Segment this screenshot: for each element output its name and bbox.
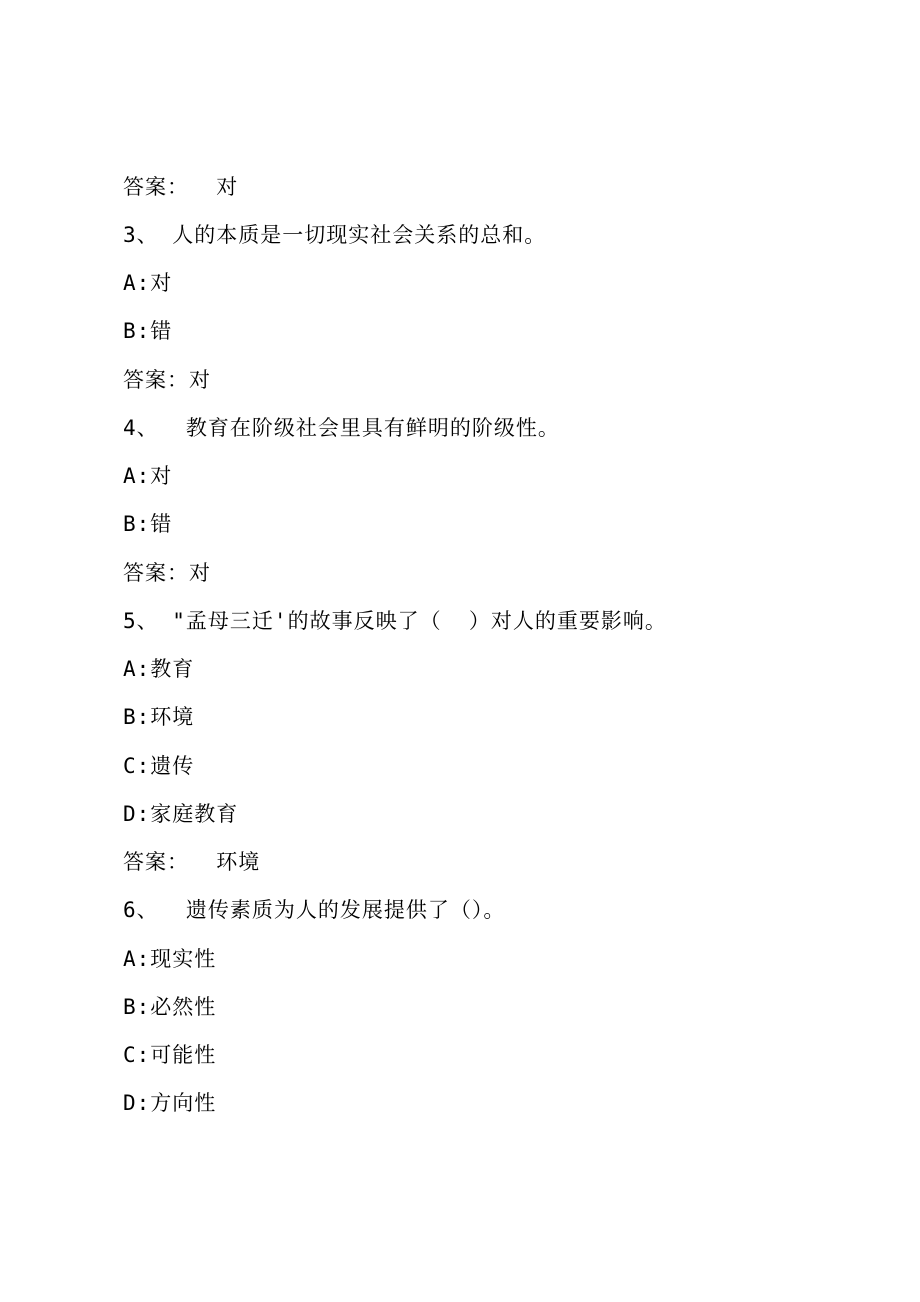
option-line: C:遗传 [123, 754, 195, 778]
option-line: A:现实性 [123, 947, 217, 971]
option-line: A:教育 [123, 657, 195, 681]
option-line: B:错 [123, 319, 173, 343]
option-line: D:家庭教育 [123, 802, 239, 826]
answer-line: 答案： 对 [123, 175, 239, 199]
question-5: 5、 "孟母三迁'的故事反映了（ ）对人的重要影响。 [123, 609, 667, 633]
option-line: A:对 [123, 464, 173, 488]
answer-line: 答案： 环境 [123, 850, 261, 874]
answer-line: 答案：对 [123, 368, 211, 392]
option-line: B:必然性 [123, 995, 217, 1019]
answer-line: 答案：对 [123, 561, 211, 585]
question-4: 4、 教育在阶级社会里具有鲜明的阶级性。 [123, 416, 560, 440]
option-line: A:对 [123, 271, 173, 295]
option-line: C:可能性 [123, 1043, 217, 1067]
option-line: B:环境 [123, 705, 195, 729]
question-3: 3、 人的本质是一切现实社会关系的总和。 [123, 223, 547, 247]
option-line: B:错 [123, 512, 173, 536]
option-line: D:方向性 [123, 1091, 217, 1115]
question-6: 6、 遗传素质为人的发展提供了（）。 [123, 898, 506, 922]
